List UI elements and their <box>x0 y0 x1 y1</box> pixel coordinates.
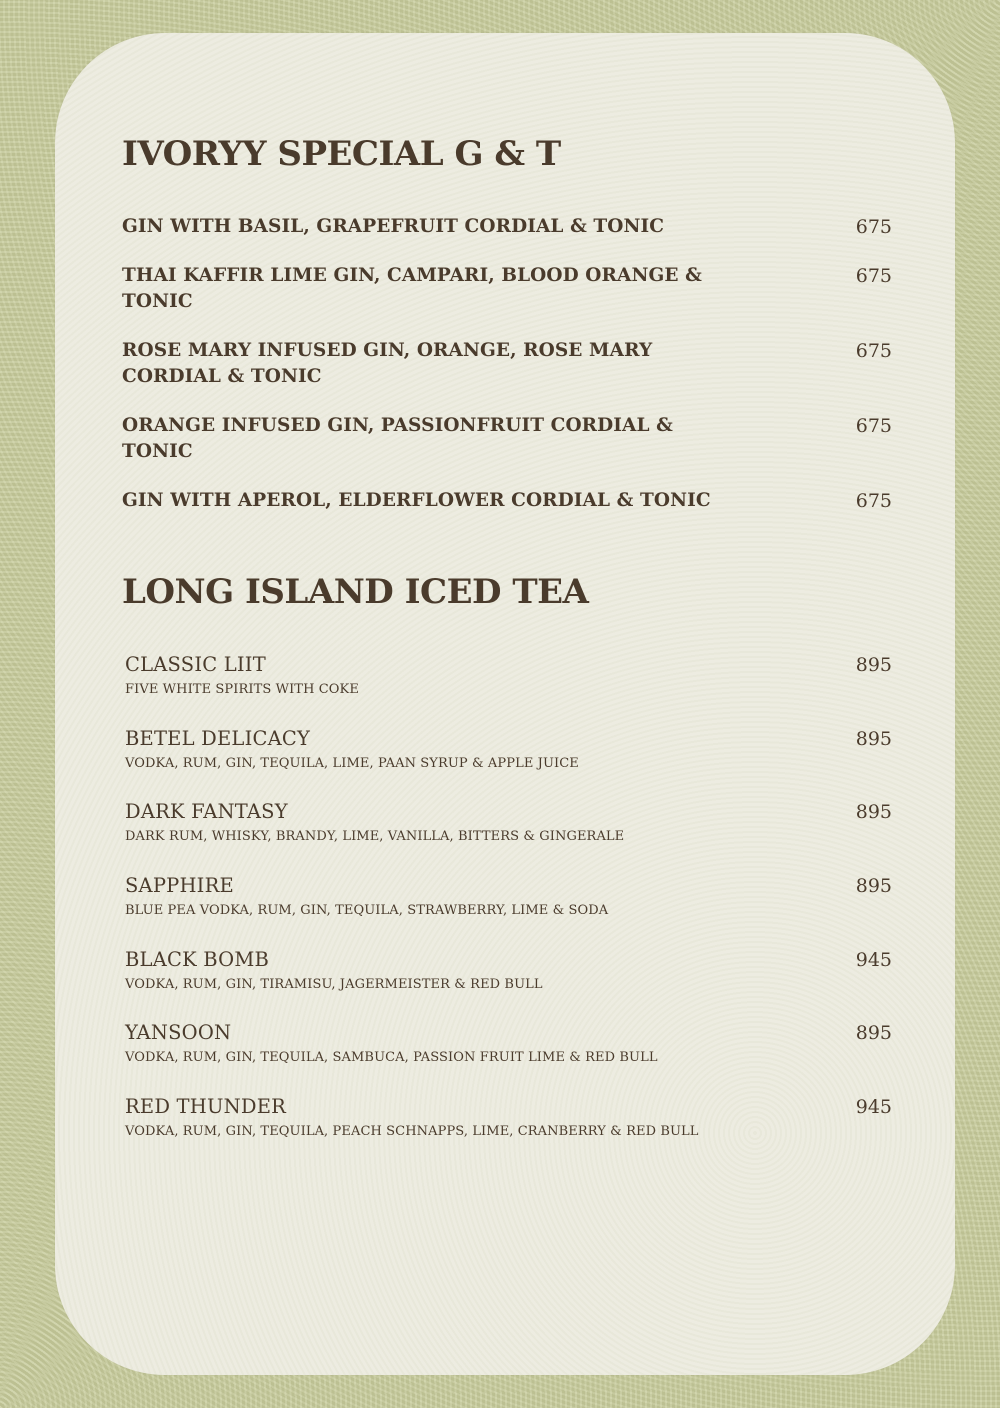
item-name: YANSOON <box>125 1021 232 1045</box>
menu-item <box>125 947 892 1021</box>
menu-item <box>125 1020 892 1094</box>
item-name: THAI KAFFIR LIME GIN, CAMPARI, BLOOD ORANGE & TONIC <box>122 265 702 312</box>
item-price: 895 <box>855 875 892 898</box>
item-name: GIN WITH BASIL, GRAPEFRUIT CORDIAL & TONIC <box>122 216 665 237</box>
menu-item <box>122 263 892 315</box>
item-description: BLUE PEA VODKA, RUM, GIN, TEQUILA, STRAWBERRY, LIME & SODA <box>125 903 609 919</box>
item-name: BLACK BOMB <box>125 947 270 971</box>
section-title-long-island: LONG ISLAND ICED TEA <box>122 572 589 612</box>
menu-item <box>125 1094 892 1168</box>
menu-item <box>122 214 892 240</box>
menu-item <box>125 726 892 800</box>
item-price: 675 <box>855 340 892 362</box>
item-name: SAPPHIRE <box>125 874 234 898</box>
item-name: ORANGE INFUSED GIN, PASSIONFRUIT CORDIAL & TONIC <box>122 415 673 462</box>
item-description: VODKA, RUM, GIN, TEQUILA, LIME, PAAN SYRUP & APPLE JUICE <box>125 755 579 771</box>
item-price: 895 <box>855 1022 892 1045</box>
item-price: 675 <box>855 415 892 437</box>
gin-tonic-list <box>122 214 892 537</box>
menu-item <box>122 413 892 465</box>
item-price: 675 <box>855 490 892 512</box>
item-price: 945 <box>855 948 892 971</box>
item-name: BETEL DELICACY <box>125 726 311 750</box>
menu-item <box>122 338 892 390</box>
menu-item <box>125 799 892 873</box>
item-price: 945 <box>855 1096 892 1119</box>
item-price: 895 <box>855 654 892 676</box>
item-price: 895 <box>855 727 892 750</box>
item-description: VODKA, RUM, GIN, TEQUILA, SAMBUCA, PASSION FRUIT LIME & RED BULL <box>125 1050 658 1066</box>
item-price: 675 <box>855 216 892 238</box>
section-title-gin-tonic: IVORYY SPECIAL G & T <box>122 134 561 174</box>
item-price: 895 <box>855 801 892 824</box>
long-island-list <box>125 652 892 1168</box>
item-description: VODKA, RUM, GIN, TIRAMISU, JAGERMEISTER & RED BULL <box>125 976 543 992</box>
item-name: CLASSIC LIIT <box>125 653 266 676</box>
item-description: VODKA, RUM, GIN, TEQUILA, PEACH SCHNAPPS, LIME, CRANBERRY & RED BULL <box>125 1124 699 1140</box>
menu-item <box>125 652 892 726</box>
item-name: DARK FANTASY <box>125 800 288 824</box>
item-name: ROSE MARY INFUSED GIN, ORANGE, ROSE MARY CORDIAL & TONIC <box>122 340 653 387</box>
menu-item <box>122 488 892 514</box>
menu-item <box>125 873 892 947</box>
item-description: FIVE WHITE SPIRITS WITH COKE <box>125 682 359 697</box>
item-price: 675 <box>855 265 892 287</box>
item-name: GIN WITH APEROL, ELDERFLOWER CORDIAL & TONIC <box>122 490 711 511</box>
item-description: DARK RUM, WHISKY, BRANDY, LIME, VANILLA, BITTERS & GINGERALE <box>125 829 625 845</box>
item-name: RED THUNDER <box>125 1095 287 1119</box>
